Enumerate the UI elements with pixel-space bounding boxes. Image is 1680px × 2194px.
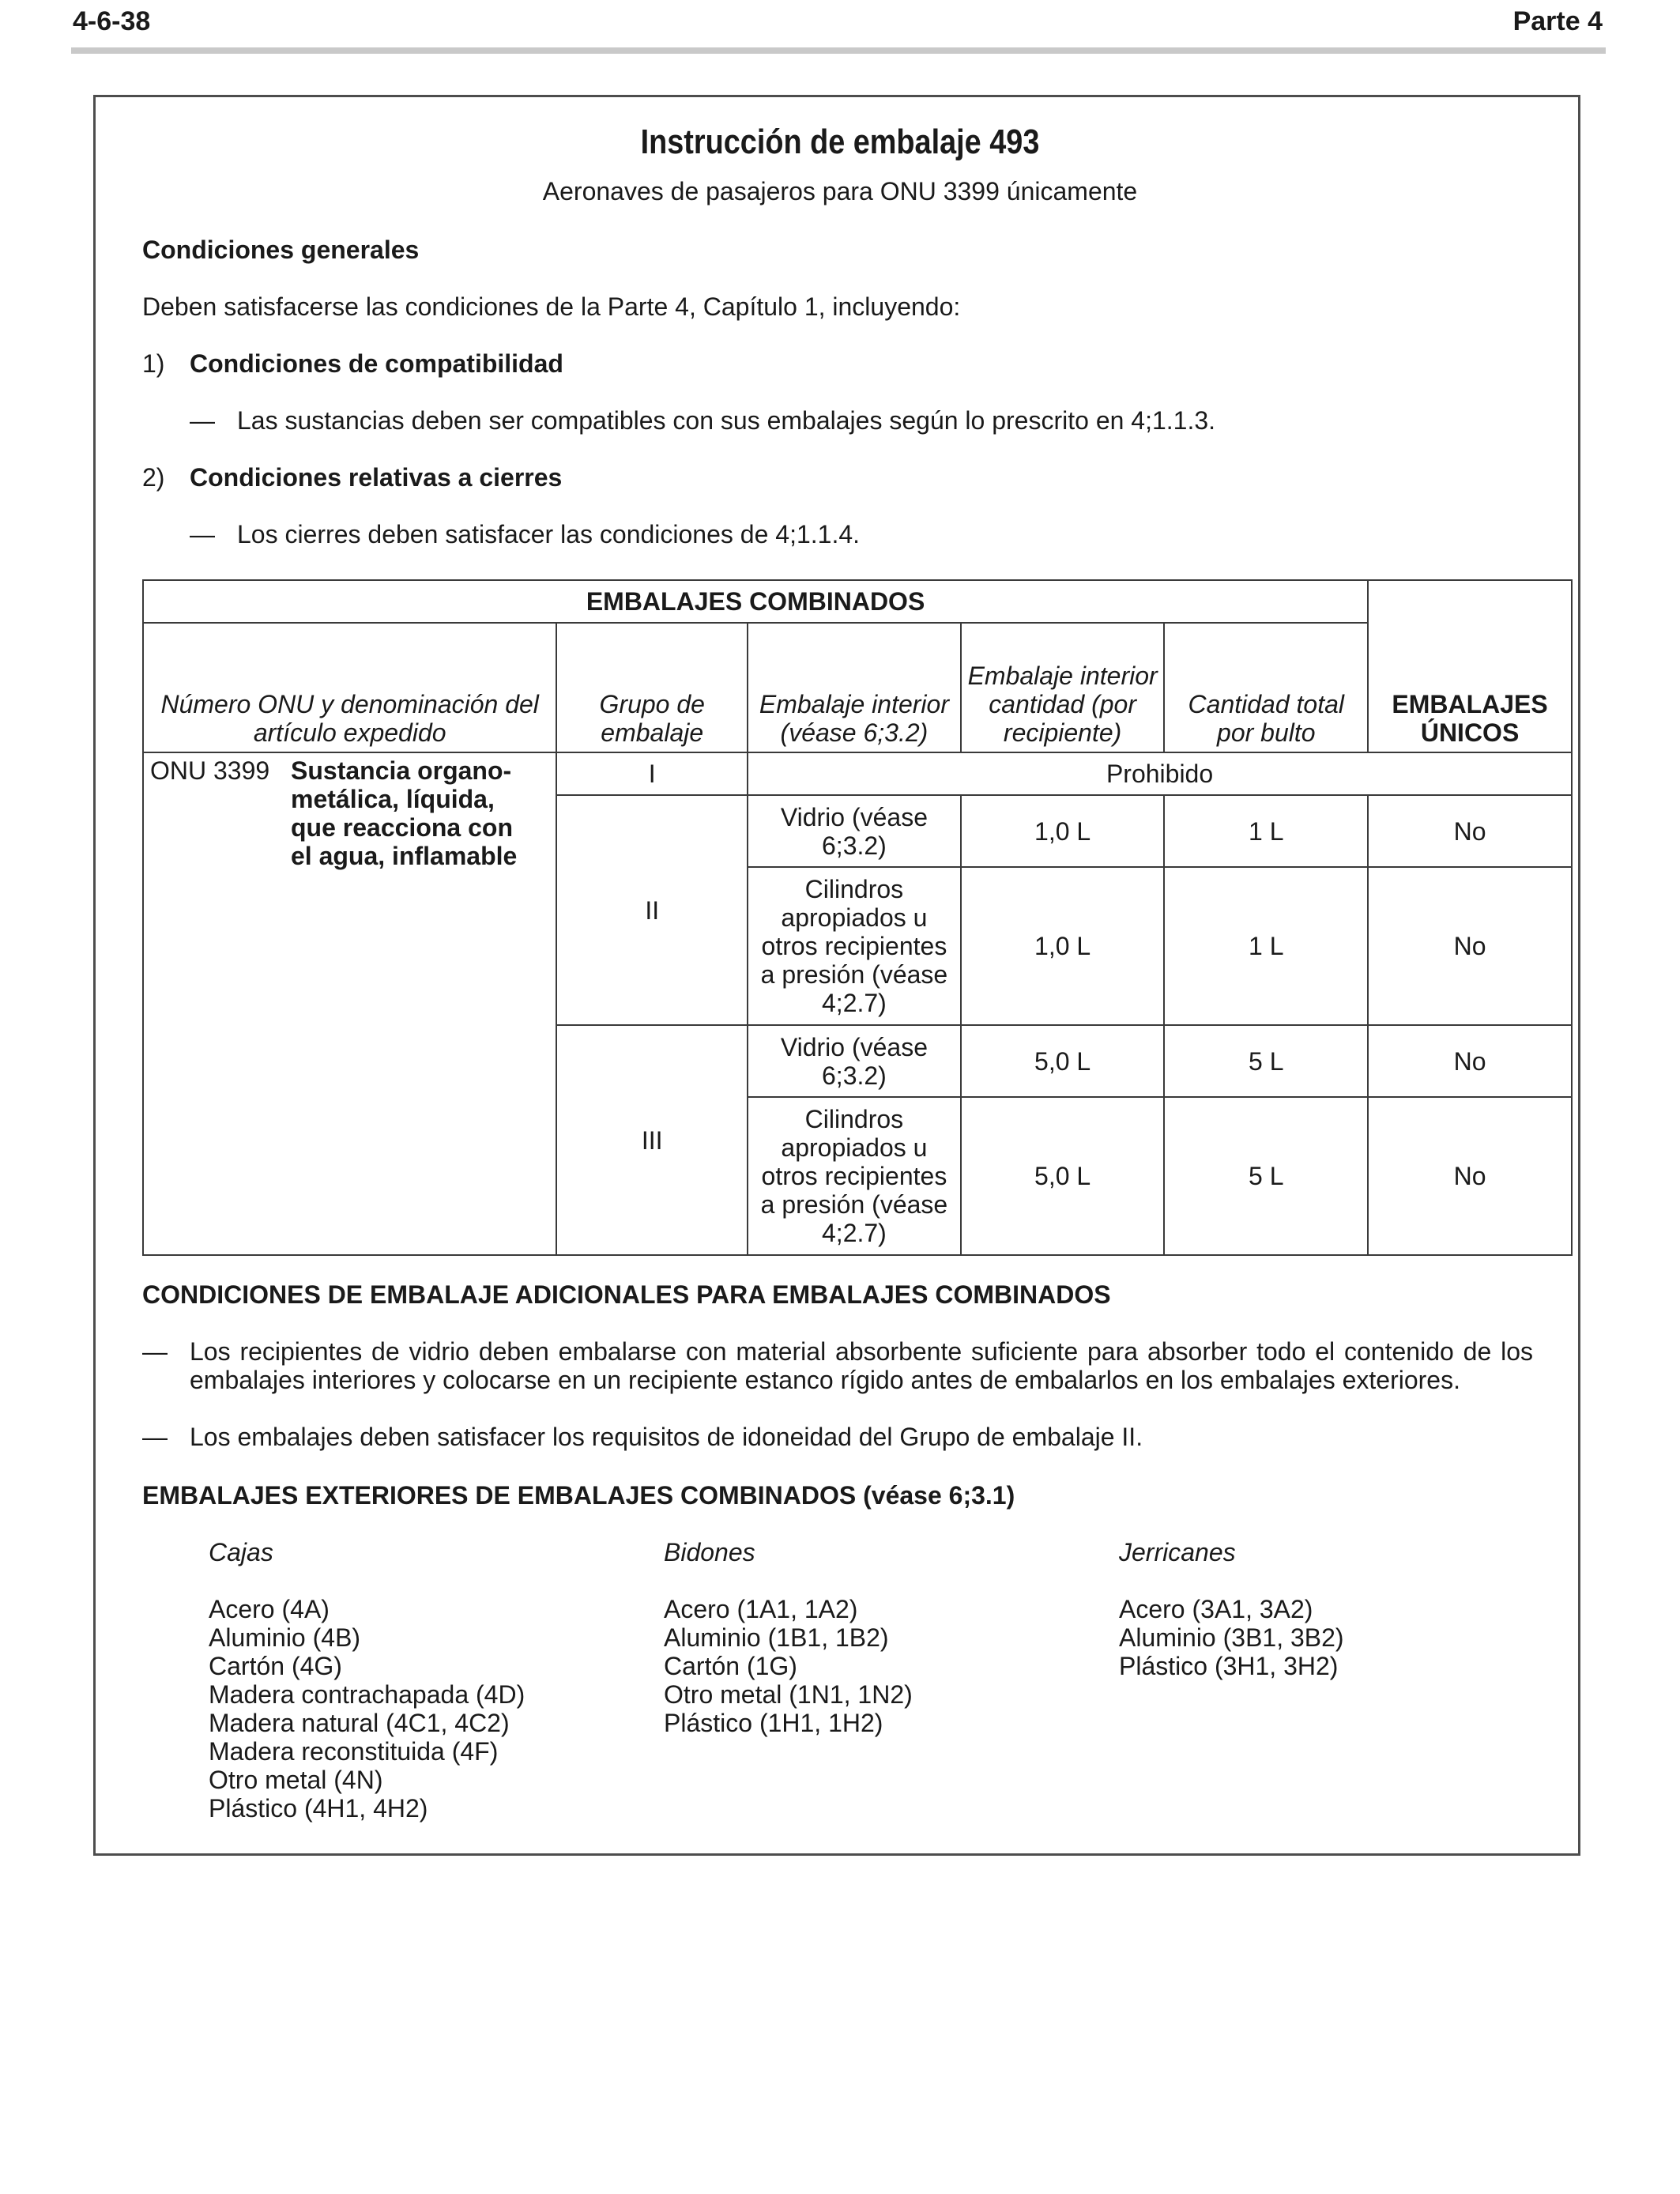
outer-column-jerricans <box>1119 1538 1344 1680</box>
prohibited-cell: Prohibido <box>748 752 1572 795</box>
list-item: Aluminio (3B1, 3B2) <box>1119 1623 1344 1652</box>
item-1-number: 1) <box>142 349 165 378</box>
total-quantity: 5 L <box>1164 1025 1368 1097</box>
list-item: Plástico (4H1, 4H2) <box>209 1794 428 1823</box>
col-header-un: Número ONU y denominación del artículo expedido <box>143 623 556 752</box>
general-intro: Deben satisfacerse las condiciones de la Parte 4, Capítulo 1, incluyendo: <box>142 292 961 321</box>
list-item: Otro metal (4N) <box>209 1766 383 1794</box>
single-packaging: No <box>1368 867 1572 1025</box>
item-1-heading: Condiciones de compatibilidad <box>190 349 563 378</box>
list-item: Acero (3A1, 3A2) <box>1119 1595 1313 1623</box>
total-quantity: 5 L <box>1164 1097 1368 1255</box>
item-1-dash: — <box>190 406 215 435</box>
outer-column-boxes <box>209 1538 525 1823</box>
col-header-inner: Embalaje interior (véase 6;3.2) <box>748 623 961 752</box>
item-2-heading: Condiciones relativas a cierres <box>190 463 563 492</box>
total-quantity: 1 L <box>1164 867 1368 1025</box>
list-item: Plástico (1H1, 1H2) <box>664 1709 883 1737</box>
packing-table <box>142 579 1573 1256</box>
single-packaging: No <box>1368 1097 1572 1255</box>
page-subtitle: Aeronaves de pasajeros para ONU 3399 únicamente <box>542 177 1138 205</box>
item-2-text: Los cierres deben satisfacer las condiciones de 4;1.1.4. <box>237 520 861 548</box>
additional-dash-1: — <box>142 1337 168 1366</box>
inner-quantity: 5,0 L <box>961 1025 1165 1097</box>
un-name: Sustancia organo-metálica, líquida, que reacciona con el agua, inflamable <box>291 756 518 870</box>
item-1-text: Las sustancias deben ser compatibles con sus embalajes según lo prescrito en 4;1.1.3. <box>237 406 1216 435</box>
column-title: Cajas <box>209 1538 273 1566</box>
col-header-inner-qty: Embalaje interior cantidad (por recipiente) <box>961 623 1165 752</box>
list-item: Aluminio (1B1, 1B2) <box>664 1623 889 1652</box>
list-item: Otro metal (1N1, 1N2) <box>664 1680 913 1709</box>
additional-dash-2: — <box>142 1423 168 1451</box>
list-item: Aluminio (4B) <box>209 1623 361 1652</box>
inner-quantity: 1,0 L <box>961 867 1165 1025</box>
un-cell <box>143 752 556 1255</box>
single-packagings-header: EMBALAJES ÚNICOS <box>1368 580 1572 752</box>
group-i: I <box>556 752 748 795</box>
outer-heading: EMBALAJES EXTERIORES DE EMBALAJES COMBINADOS (véase 6;3.1) <box>142 1481 1015 1510</box>
col-header-total-qty: Cantidad total por bulto <box>1164 623 1368 752</box>
additional-item-1: Los recipientes de vidrio deben embalarse con material absorbente suficiente para absorber todo el contenido de los embalajes interiores y colocarse en un recipiente estanco rígido antes de embalarlos en los embalajes exteriores. <box>190 1337 1533 1394</box>
list-item: Acero (4A) <box>209 1595 330 1623</box>
single-packaging: No <box>1368 795 1572 867</box>
inner-packaging: Vidrio (véase 6;3.2) <box>748 1025 961 1097</box>
inner-packaging: Cilindros apropiados u otros recipientes a presión (véase 4;2.7) <box>748 1097 961 1255</box>
un-number: ONU 3399 <box>150 756 270 785</box>
inner-quantity: 1,0 L <box>961 795 1165 867</box>
additional-item-2: Los embalajes deben satisfacer los requisitos de idoneidad del Grupo de embalaje II. <box>190 1423 1143 1451</box>
outer-column-drums <box>664 1538 913 1737</box>
column-title: Bidones <box>664 1538 755 1566</box>
part-label: Parte 4 <box>1512 6 1603 36</box>
page-title: Instrucción de embalaje 493 <box>640 123 1040 161</box>
additional-heading: CONDICIONES DE EMBALAJE ADICIONALES PARA EMBALAJES COMBINADOS <box>142 1280 1111 1309</box>
column-title: Jerricanes <box>1119 1538 1236 1566</box>
total-quantity: 1 L <box>1164 795 1368 867</box>
list-item: Madera natural (4C1, 4C2) <box>209 1709 510 1737</box>
list-item: Madera contrachapada (4D) <box>209 1680 525 1709</box>
inner-packaging: Vidrio (véase 6;3.2) <box>748 795 961 867</box>
col-header-group: Grupo de embalaje <box>556 623 748 752</box>
general-heading: Condiciones generales <box>142 236 420 264</box>
item-2-number: 2) <box>142 463 165 492</box>
inner-quantity: 5,0 L <box>961 1097 1165 1255</box>
item-2-dash: — <box>190 520 215 548</box>
page-number: 4-6-38 <box>73 6 151 36</box>
list-item: Cartón (4G) <box>209 1652 342 1680</box>
header-rule <box>71 47 1606 54</box>
inner-packaging: Cilindros apropiados u otros recipientes a presión (véase 4;2.7) <box>748 867 961 1025</box>
list-item: Plástico (3H1, 3H2) <box>1119 1652 1339 1680</box>
single-packaging: No <box>1368 1025 1572 1097</box>
list-item: Madera reconstituida (4F) <box>209 1737 499 1766</box>
group-ii: II <box>556 795 748 1025</box>
group-iii: III <box>556 1025 748 1255</box>
list-item: Cartón (1G) <box>664 1652 797 1680</box>
list-item: Acero (1A1, 1A2) <box>664 1595 858 1623</box>
combined-packagings-header: EMBALAJES COMBINADOS <box>143 580 1368 623</box>
